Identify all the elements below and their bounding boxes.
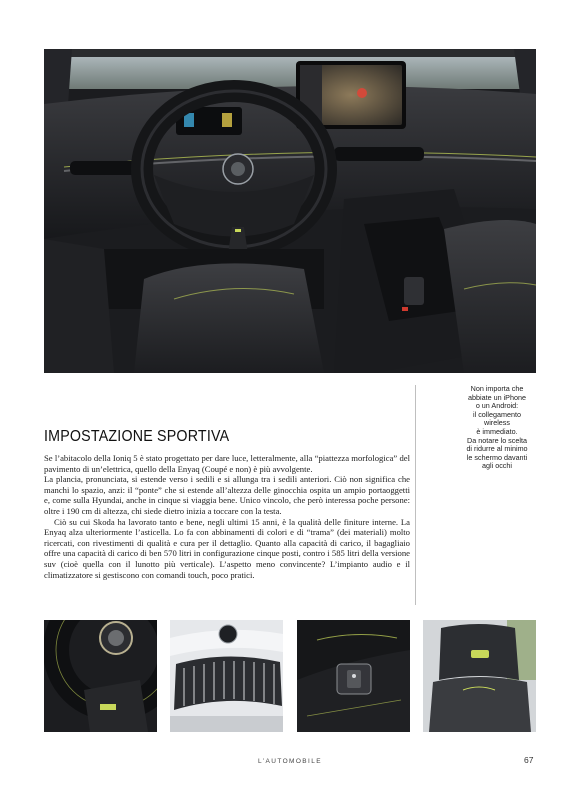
photo-caption: Non importa che abbiate un iPhone o un Android: il collegamento wireless è immediato. Da notare lo scelta di ridurre al minimo le schermo davanti agli occhi — [466, 384, 528, 471]
paragraph-3: Ciò su cui Skoda ha lavorato tanto e bene, negli ultimi 15 anni, è la qualità delle finiture interne. La Enyaq alza ulteriormente l’asticella. Lo fa con abbinamenti di colori e di “trama” (dei materiali) molto ricercati, con rivestimenti di qualità e cura per il dettaglio. Quanto alla capacità di carico, il bagagliaio offre una capacità di carico di ben 570 litri in configurazione cinque posti, contro i 585 litri della versione suv (cioè quella con il lunotto più verticale). L’aspetto meno convincente? L’impianto audio e il climatizzatore si gestiscono con comandi touch, poco pratici. — [44, 516, 410, 580]
hero-photo-interior — [44, 49, 536, 373]
thumbnail-gear-selector — [297, 620, 410, 732]
thumbnail-steering-wheel — [44, 620, 157, 732]
column-divider — [415, 385, 416, 605]
article-body — [44, 453, 410, 580]
page-number: 67 — [524, 755, 534, 765]
magazine-name: L’AUTOMOBILE — [257, 758, 322, 765]
paragraph-2: La plancia, pronunciata, si estende verso i sedili e si allunga tra i sedili anteriori. Ciò non significa che manchi lo spazio, anzi: il “ponte” che si estende all’altezza delle ginocchia ospita un ampio portaoggetti e, come sulla Hyundai, anche in cinque si viaggia bene. Unico vincolo, che però interessa poche persone: oltre i 190 cm di altezza, chi siede dietro inizia a toccare con la testa. — [44, 474, 410, 516]
section-heading: IMPOSTAZIONE SPORTIVA — [44, 428, 230, 445]
thumbnail-seat-headrest — [423, 620, 536, 732]
interior-illustration — [44, 49, 536, 373]
paragraph-1: Se l’abitacolo della Ioniq 5 è stato progettato per dare luce, letteralmente, alla “piattezza morfologica” del pavimento di un’elettrica, quello della Enyaq (Coupé e non) è più avvolgente. — [44, 453, 410, 474]
thumbnail-front-grille — [170, 620, 283, 732]
